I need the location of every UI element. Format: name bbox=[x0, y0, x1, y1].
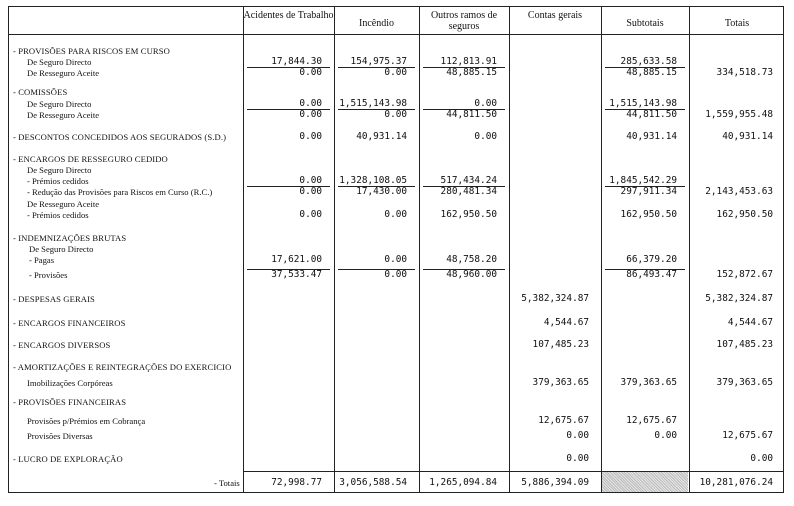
column-header-totais: Totais bbox=[724, 18, 750, 29]
cell-totais: 152,872.67 bbox=[716, 269, 773, 280]
underline-rule bbox=[338, 186, 415, 187]
total-outros: 1,265,094.84 bbox=[429, 477, 497, 488]
underline-rule bbox=[247, 67, 330, 68]
section-heading: - DESPESAS GERAIS bbox=[13, 294, 95, 304]
row-label: De Seguro Directo bbox=[29, 244, 94, 254]
cell-outros: 0.00 bbox=[474, 98, 497, 109]
cell-totais: 0.00 bbox=[750, 453, 773, 464]
underline-rule bbox=[605, 186, 685, 187]
section-heading: - INDEMNIZAÇÕES BRUTAS bbox=[13, 233, 127, 243]
cell-totais: 162,950.50 bbox=[716, 209, 773, 220]
cell-subtotais: 162,950.50 bbox=[620, 209, 677, 220]
cell-totais: 2,143,453.63 bbox=[705, 186, 773, 197]
cell-totais: 40,931.14 bbox=[722, 131, 773, 142]
totals-label: - Totais bbox=[214, 478, 240, 488]
row-label: De Resseguro Aceite bbox=[27, 68, 100, 78]
underline-rule bbox=[247, 269, 330, 270]
cell-contas: 0.00 bbox=[566, 453, 589, 464]
cell-subtotais: 379,363.65 bbox=[620, 377, 677, 388]
underline-rule bbox=[423, 67, 505, 68]
cell-acidentes: 0.00 bbox=[299, 98, 322, 109]
total-incendio: 3,056,588.54 bbox=[339, 477, 407, 488]
cell-totais: 5,382,324.87 bbox=[705, 293, 773, 304]
column-rule bbox=[509, 7, 510, 492]
underline-rule bbox=[338, 109, 415, 110]
cell-subtotais: 86,493.47 bbox=[626, 269, 677, 280]
cell-totais: 334,518.73 bbox=[716, 67, 773, 78]
column-header-acidentes: Acidentes de Trabalho bbox=[243, 10, 334, 21]
cell-subtotais: 1,515,143.98 bbox=[609, 98, 677, 109]
cell-totais: 379,363.65 bbox=[716, 377, 773, 388]
cell-totais: 1,559,955.48 bbox=[705, 109, 773, 120]
column-rule bbox=[601, 7, 602, 492]
row-label: - Prémios cedidos bbox=[27, 176, 89, 186]
cell-incendio: 1,328,108.05 bbox=[339, 175, 407, 186]
cell-subtotais: 0.00 bbox=[654, 430, 677, 441]
cell-subtotais: 297,911.34 bbox=[620, 186, 677, 197]
cell-outros: 280,481.34 bbox=[440, 186, 497, 197]
cell-outros: 517,434.24 bbox=[440, 175, 497, 186]
cell-outros: 44,811.50 bbox=[446, 109, 497, 120]
row-label: De Seguro Directo bbox=[27, 165, 92, 175]
underline-rule bbox=[605, 67, 685, 68]
section-heading: - PROVISÕES FINANCEIRAS bbox=[13, 397, 127, 407]
cell-incendio: 0.00 bbox=[384, 67, 407, 78]
underline-rule bbox=[605, 269, 685, 270]
section-heading: - LUCRO DE EXPLORAÇÃO bbox=[13, 454, 123, 464]
total-acidentes: 72,998.77 bbox=[271, 477, 322, 488]
section-heading: - COMISSÕES bbox=[13, 87, 68, 97]
cell-subtotais: 1,845,542.29 bbox=[609, 175, 677, 186]
cell-subtotais: 48,885.15 bbox=[626, 67, 677, 78]
cell-contas: 107,485.23 bbox=[532, 339, 589, 350]
cell-acidentes: 0.00 bbox=[299, 67, 322, 78]
section-heading: - DESCONTOS CONCEDIDOS AOS SEGURADOS (S.D.) bbox=[13, 132, 227, 142]
row-label: Provisões Diversas bbox=[27, 431, 93, 441]
cell-outros: 48,885.15 bbox=[446, 67, 497, 78]
column-header-incendio: Incêndio bbox=[359, 18, 394, 29]
cell-incendio: 1,515,143.98 bbox=[339, 98, 407, 109]
cell-subtotais: 40,931.14 bbox=[626, 131, 677, 142]
cell-contas: 0.00 bbox=[566, 430, 589, 441]
row-label: De Resseguro Aceite bbox=[27, 110, 100, 120]
cell-incendio: 0.00 bbox=[384, 269, 407, 280]
row-label: Imobilizações Corpóreas bbox=[27, 378, 113, 388]
cell-acidentes: 17,621.00 bbox=[271, 254, 322, 265]
cell-contas: 4,544.67 bbox=[543, 317, 589, 328]
cell-acidentes: 0.00 bbox=[299, 131, 322, 142]
section-heading: - ENCARGOS DE RESSEGURO CEDIDO bbox=[13, 154, 168, 164]
total-totais: 10,281,076.24 bbox=[699, 477, 773, 488]
row-label: De Resseguro Aceite bbox=[27, 199, 100, 209]
column-header-subtotais: Subtotais bbox=[626, 18, 664, 29]
row-label: - Prémios cedidos bbox=[27, 210, 89, 220]
cell-totais: 107,485.23 bbox=[716, 339, 773, 350]
section-heading: - PROVISÕES PARA RISCOS EM CURSO bbox=[13, 46, 170, 56]
section-heading: - ENCARGOS FINANCEIROS bbox=[13, 318, 126, 328]
cell-acidentes: 0.00 bbox=[299, 209, 322, 220]
cell-acidentes: 0.00 bbox=[299, 109, 322, 120]
cell-incendio: 154,975.37 bbox=[350, 56, 407, 67]
cell-incendio: 0.00 bbox=[384, 254, 407, 265]
cell-outros: 48,758.20 bbox=[446, 254, 497, 265]
column-rule bbox=[689, 7, 690, 492]
cell-outros: 162,950.50 bbox=[440, 209, 497, 220]
totals-divider bbox=[243, 471, 783, 472]
subtotal-shaded-cell bbox=[601, 472, 688, 492]
cell-subtotais: 66,379.20 bbox=[626, 254, 677, 265]
cell-subtotais: 12,675.67 bbox=[626, 415, 677, 426]
row-label: - Redução das Provisões para Riscos em Curso (R.C.) bbox=[27, 187, 213, 197]
column-header-contas: Contas gerais bbox=[527, 10, 583, 21]
row-label: - Provisões bbox=[29, 270, 68, 280]
column-rule bbox=[419, 7, 420, 492]
cell-outros: 48,960.00 bbox=[446, 269, 497, 280]
underline-rule bbox=[423, 186, 505, 187]
cell-incendio: 0.00 bbox=[384, 109, 407, 120]
cell-incendio: 17,430.00 bbox=[356, 186, 407, 197]
underline-rule bbox=[247, 109, 330, 110]
accounts-table bbox=[8, 6, 784, 493]
cell-contas: 379,363.65 bbox=[532, 377, 589, 388]
cell-incendio: 0.00 bbox=[384, 209, 407, 220]
cell-acidentes: 37,533.47 bbox=[271, 269, 322, 280]
column-rule bbox=[334, 7, 335, 492]
total-contas: 5,886,394.09 bbox=[521, 477, 589, 488]
cell-incendio: 40,931.14 bbox=[356, 131, 407, 142]
row-label: - Pagas bbox=[29, 255, 55, 265]
underline-rule bbox=[423, 109, 505, 110]
row-label: De Seguro Directo bbox=[27, 99, 92, 109]
cell-subtotais: 44,811.50 bbox=[626, 109, 677, 120]
cell-totais: 4,544.67 bbox=[727, 317, 773, 328]
header-divider bbox=[9, 34, 783, 35]
underline-rule bbox=[338, 67, 415, 68]
row-label: Provisões p/Prémios em Cobrança bbox=[27, 416, 146, 426]
cell-contas: 12,675.67 bbox=[538, 415, 589, 426]
section-heading: - AMORTIZAÇÕES E REINTEGRAÇÕES DO EXERCICIO bbox=[13, 362, 232, 372]
cell-acidentes: 17,844.30 bbox=[271, 56, 322, 67]
underline-rule bbox=[423, 269, 505, 270]
column-header-outros: Outros ramos de seguros bbox=[430, 10, 498, 32]
cell-outros: 0.00 bbox=[474, 131, 497, 142]
cell-totais: 12,675.67 bbox=[722, 430, 773, 441]
underline-rule bbox=[247, 186, 330, 187]
column-rule bbox=[243, 7, 244, 492]
underline-rule bbox=[605, 109, 685, 110]
section-heading: - ENCARGOS DIVERSOS bbox=[13, 340, 111, 350]
cell-contas: 5,382,324.87 bbox=[521, 293, 589, 304]
row-label: De Seguro Directo bbox=[27, 57, 92, 67]
cell-subtotais: 285,633.58 bbox=[620, 56, 677, 67]
underline-rule bbox=[338, 269, 415, 270]
cell-acidentes: 0.00 bbox=[299, 175, 322, 186]
cell-outros: 112,813.91 bbox=[440, 56, 497, 67]
cell-acidentes: 0.00 bbox=[299, 186, 322, 197]
